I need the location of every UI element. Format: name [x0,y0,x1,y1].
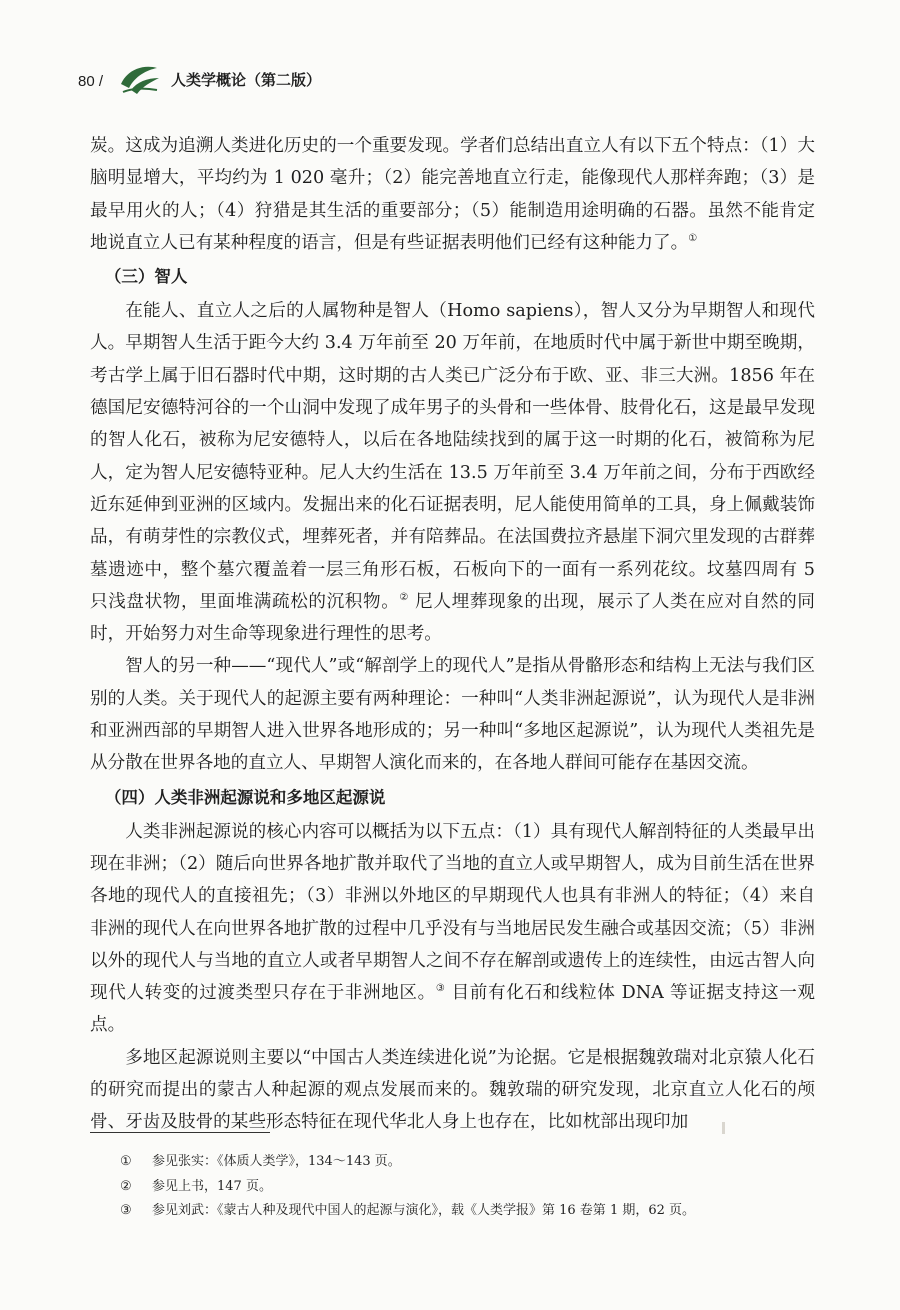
section-heading: （三）智人 [104,267,188,287]
footnote-ref: ① [688,233,698,245]
footnote-ref: ② [399,592,409,603]
paragraph: 人类非洲起源说的核心内容可以概括为以下五点：（1）具有现代人解剖特征的人类最早出现在非洲；（2）随后向世界各地扩散并取代了当地的直立人或早期智人，成为目前生活在世界各地的现代人的直接祖先；（3）非洲以外地区的早期现代人也具有非洲人的特征；（4）来自非洲的现代人在向世界各地扩散的过程中几乎没有与当地居民发生融合或基因交流；（5）非洲以外的现代人与当地的直立人或者早期智人之间不存在解剖或遗传上的连续性，由远古智人向现代人转变的过渡类型只存在于非洲地区。③ 目前有化石和线粒体 DNA 等证据支持这一观点。 [90,821,815,1036]
paragraph: 多地区起源说则主要以“中国古人类连续进化说”为论据。它是根据魏敦瑞对北京猿人化石的研究而提出的蒙古人种起源的观点发展而来的。魏敦瑞的研究发现，北京直立人化石的颅骨、牙齿及肢骨的某些形态特征在现代华北人身上也存在，比如枕部出现印加 [90,1047,815,1133]
footnote: ③ 参见刘武：《蒙古人种及现代中国人的起源与演化》，载《人类学报》第 16 卷第 1 期，62 页。 [120,1203,696,1218]
page-number: 80 / [78,73,104,90]
book-title: 人类学概论（第二版） [171,71,322,89]
paragraph: 在能人、直立人之后的人属物种是智人（Homo sapiens），智人又分为早期智人和现代人。早期智人生活于距今大约 3.4 万年前至 20 万年前，在地质时代中属于新世中期至晚期，考古学上属于旧石器时代中期，这时期的古人类已广泛分布于欧、亚、非三大洲。1856 年在德国尼安德特河谷的一个山洞中发现了成年男子的头骨和一些体骨、肢骨化石，这是最早发现的智人化石，被称为尼安德特人，以后在各地陆续找到的属于这一时期的化石，被简称为尼人，定为智人尼安德特亚种。尼人大约生活在 13.5 万年前至 3.4 万年前之间，分布于西欧经近东延伸到亚洲的区域内。发掘出来的化石证据表明，尼人能使用简单的工具，身上佩戴装饰品，有萌芽性的宗教仪式，埋葬死者，并有陪葬品。在法国费拉齐悬崖下洞穴里发现的古群葬墓遗迹中，整个墓穴覆盖着一层三角形石板，石板向下的一面有一系列花纹。坟墓四周有 5 只浅盘状物，里面堆满疏松的沉积物。② 尼人埋葬现象的出现，展示了人类在应对自然的同时，开始努力对生命等现象进行理性的思考。 [90,301,815,645]
paragraph: 智人的另一种——“现代人”或“解剖学上的现代人”是指从骨骼形态和结构上无法与我们区别的人类。关于现代人的起源主要有两种理论：一种叫“人类非洲起源说”，认为现代人是非洲和亚洲西部的早期智人进入世界各地形成的；另一种叫“多地区起源说”，认为现代人类祖先是从分散在世界各地的直立人、早期智人演化而来的，在各地人群间可能存在基因交流。 [90,656,815,774]
footnotes [120,1150,820,1224]
footnote: ① 参见张实：《体质人类学》，134～143 页。 [120,1154,401,1169]
footnote: ② 参见上书，147 页。 [120,1178,272,1194]
paragraph: 炭。这成为追溯人类进化历史的一个重要发现。学者们总结出直立人有以下五个特点：（1）大脑明显增大，平均约为 1 020 毫升；（2）能完善地直立行走，能像现代人那样奔跑；（3）是最早用火的人；（4）狩猎是其生活的重要部分；（5）能制造用途明确的石器。虽然不能肯定地说直立人已有某种程度的语言，但是有些证据表明他们已经有这种能力了。① [90,136,815,253]
running-header [78,56,321,96]
publisher-logo-icon [117,62,161,96]
section-heading: （四）人类非洲起源说和多地区起源说 [104,787,386,807]
footnote-ref: ③ [435,983,446,995]
page-body [90,130,815,1139]
footnote-divider [90,1132,270,1133]
scan-mark [722,1122,725,1134]
